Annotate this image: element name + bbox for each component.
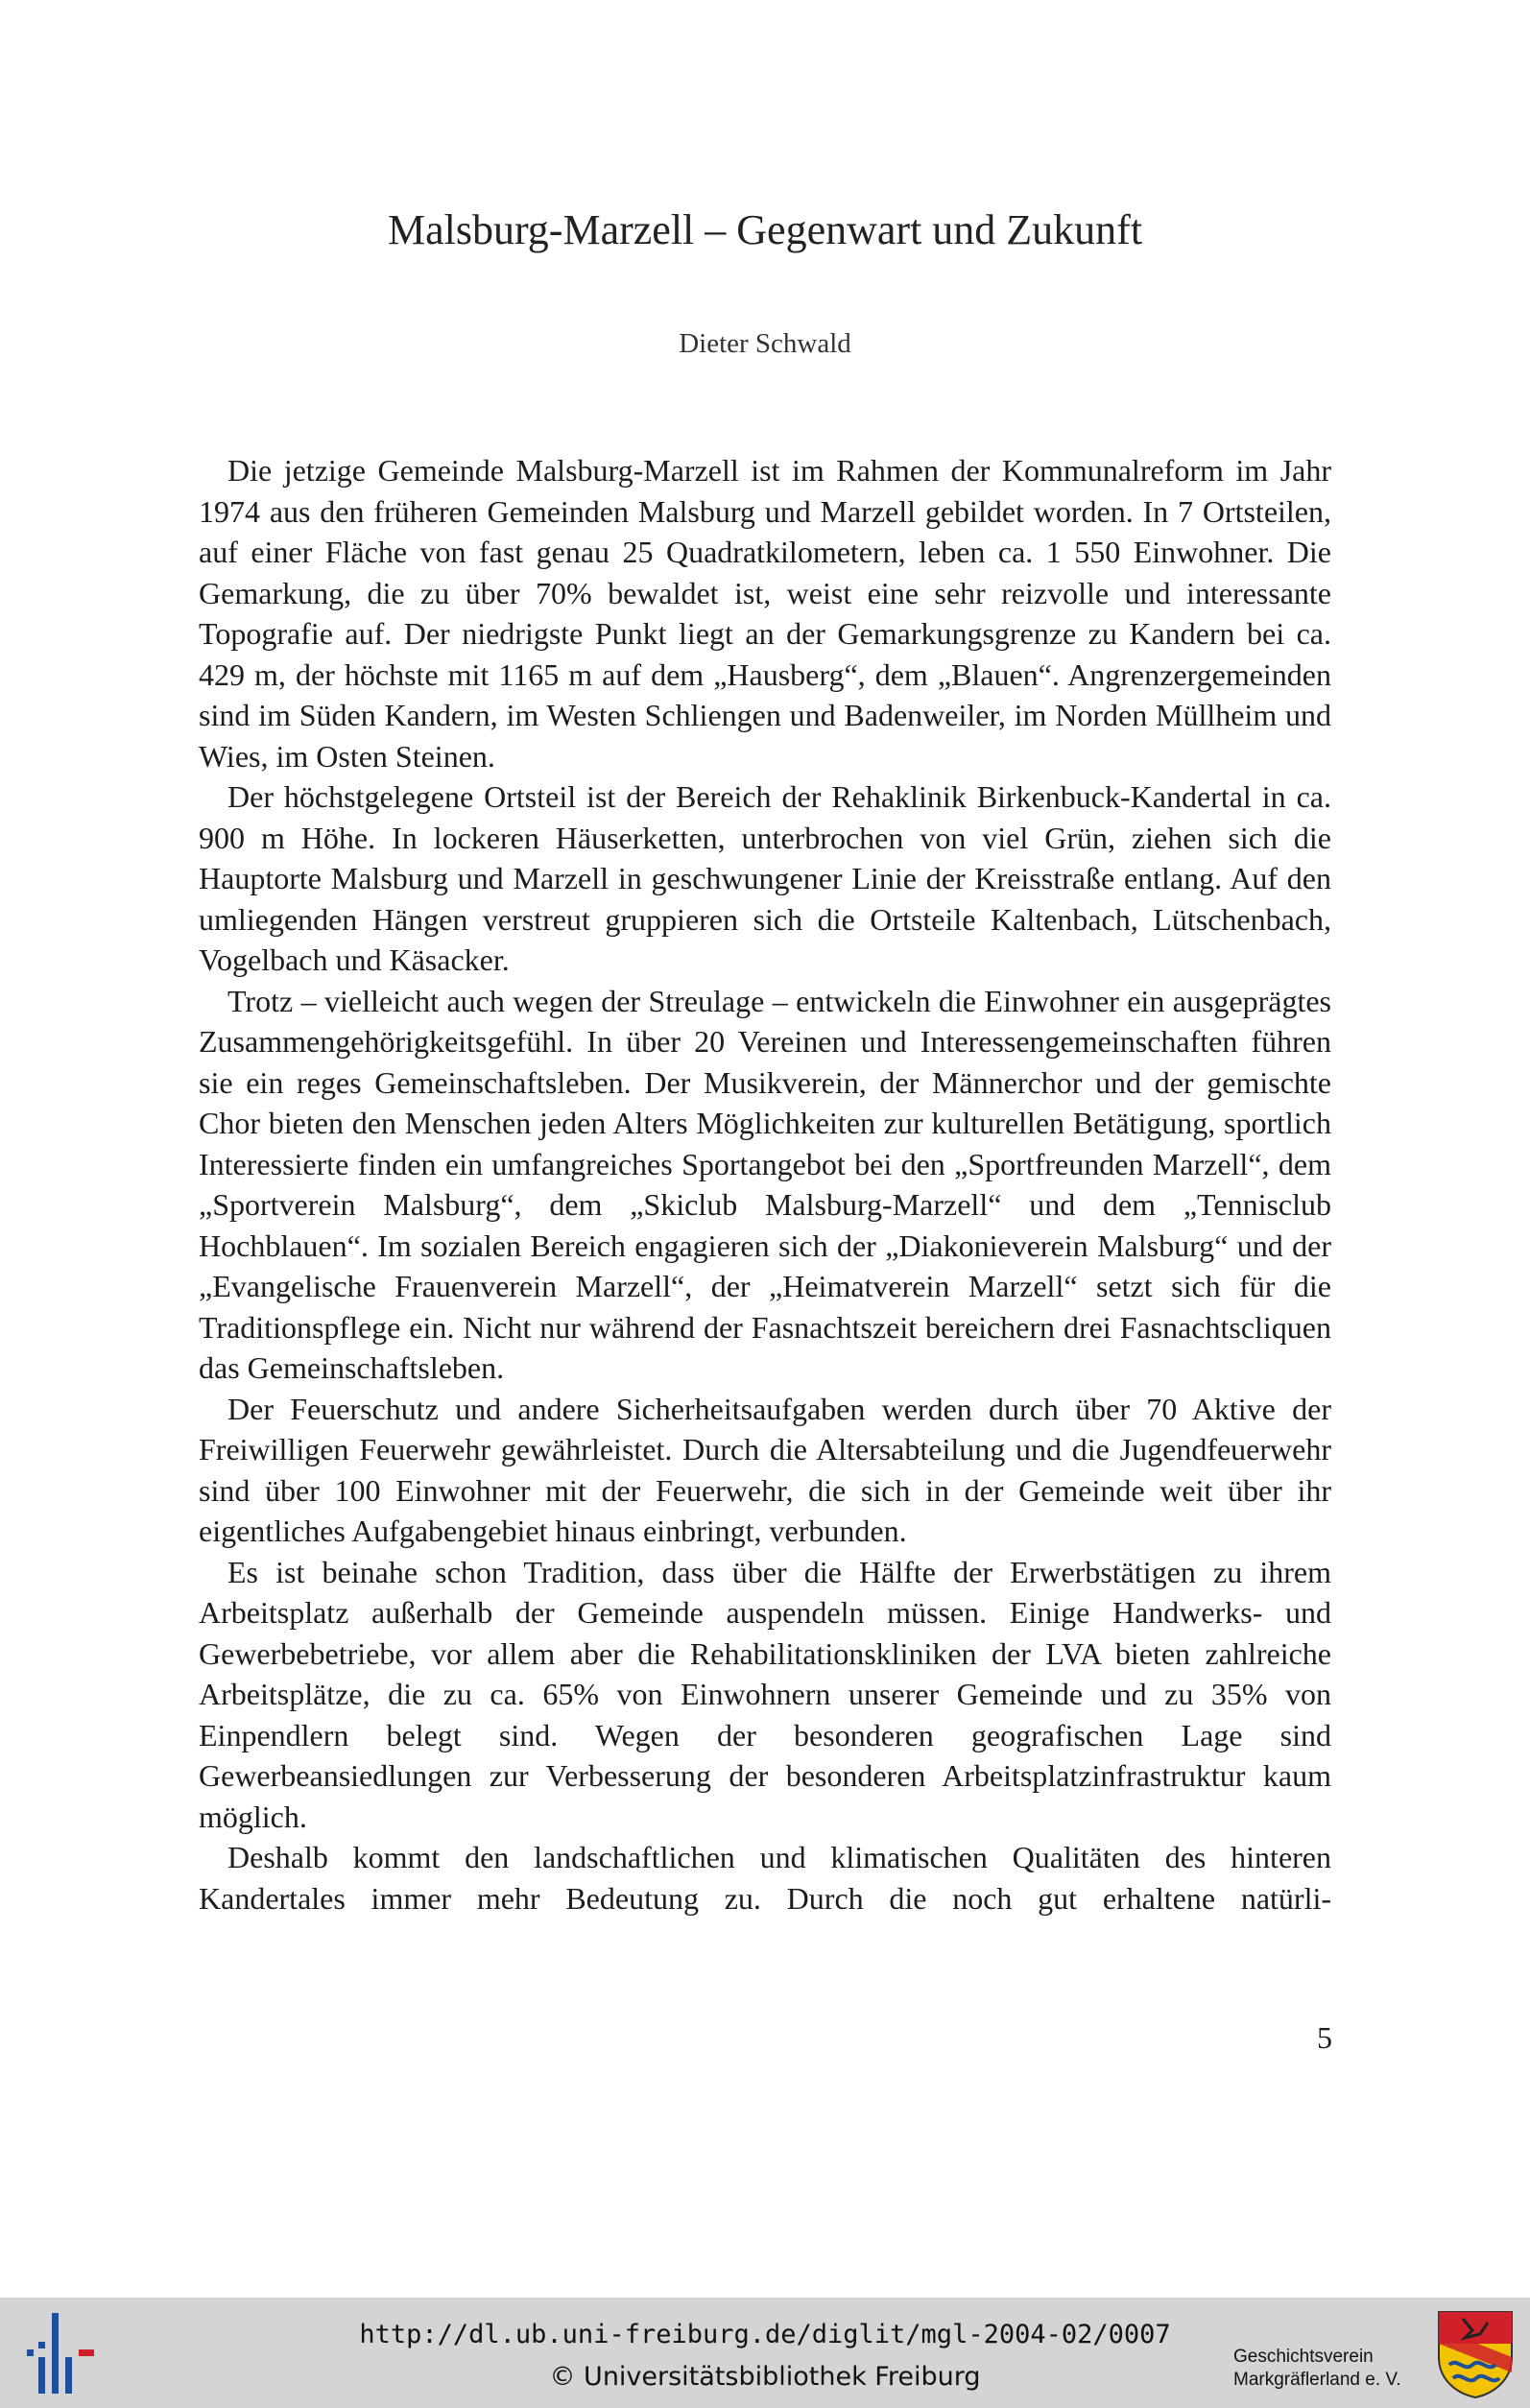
paragraph-6: Deshalb kommt den landschaftlichen und klimatischen Qualitäten des hinteren Kandertales immer mehr Bedeutung zu. Durch die noch gut erhaltene natürli- (199, 1840, 1331, 1916)
paragraph-1: Die jetzige Gemeinde Malsburg-Marzell ist im Rahmen der Kommunalreform im Jahr 1974 aus den früheren Gemeinden Malsburg und Marzell gebildet worden. In 7 Ortsteilen, auf einer Fläche von fast genau 25 Quadratkilometern, leben ca. 1 550 Einwohner. Die Gemarkung, die zu über 70% bewaldet ist, weist eine sehr reizvolle und interessante Topografie auf. Der niedrigste Punkt liegt an der Gemarkungsgrenze zu Kandern bei ca. 429 m, der höchste mit 1165 m auf dem „Hausberg“, dem „Blauen“. Angrenzergemeinden sind im Süden Kandern, im Westen Schliengen und Badenweiler, im Norden Müllheim und Wies, im Osten Steinen. (199, 453, 1331, 774)
paragraph-4: Der Feuerschutz und andere Sicherheitsaufgaben werden durch über 70 Aktive der Freiwilligen Feuerwehr gewährleistet. Durch die Altersabteilung und die Jugendfeuerwehr sind über 100 Einwohner mit der Feuerwehr, die sich in der Gemeinde weit über ihr eigentliches Aufgabengebiet hinaus einbringt, verbunden. (199, 1391, 1331, 1548)
footer-url-link[interactable]: http://dl.ub.uni-freiburg.de/diglit/mgl-2004-02/0007 (359, 2320, 1171, 2349)
footer-copyright: © Universitätsbibliothek Freiburg (549, 2362, 981, 2392)
society-name (1233, 2346, 1425, 2392)
paragraph-2: Der höchstgelegene Ortsteil ist der Bereich der Rehaklinik Birkenbuck-Kandertal in ca. 900 m Höhe. In lockeren Häuserketten, unterbrochen von viel Grün, ziehen sich die Hauptorte Malsburg und Marzell in geschwungener Linie der Kreisstraße entlang. Auf den umliegenden Hängen verstreut gruppieren sich die Ortsteile Kaltenbach, Lütschenbach, Vogelbach und Käsacker. (199, 779, 1331, 977)
article-author: Dieter Schwald (679, 328, 851, 359)
society-name-line2: Markgräflerland e. V. (1233, 2370, 1401, 2390)
coat-of-arms-icon (1436, 2309, 1515, 2399)
paragraph-5: Es ist beinahe schon Tradition, dass über die Hälfte der Erwerbstätigen zu ihrem Arbeitsplatz außerhalb der Gemeinde auspendeln müssen. Einige Handwerks- und Gewerbebetriebe, vor allem aber die Rehabilitationskliniken der LVA bieten zahlreiche Arbeitsplätze, die zu ca. 65% von Einwohnern unserer Gemeinde und zu 35% von Einpendlern belegt sind. Wegen der besonderen geografischen Lage sind Gewerbeansiedlungen zur Verbesserung der besonderen Arbeitsplatzinfrastruktur kaum möglich. (199, 1554, 1331, 1834)
article-body (199, 450, 1331, 1919)
page-number: 5 (1317, 2020, 1332, 2055)
society-name-line1: Geschichtsverein (1233, 2347, 1374, 2367)
footer-bar (0, 2298, 1530, 2408)
article-title: Malsburg-Marzell – Gegenwart und Zukunft (387, 206, 1143, 253)
paragraph-3: Trotz – vielleicht auch wegen der Streulage – entwickeln die Einwohner ein ausgeprägtes Zusammengehörigkeitsgefühl. In über 20 Vereinen und Interessengemeinschaften führen sie ein reges Gemeinschaftsleben. Der Musikverein, der Männerchor und der gemischte Chor bieten den Menschen jeden Alters Möglichkeiten zur kulturellen Betätigung, sportlich Interessierte finden ein umfangreiches Sportangebot bei den „Sportfreunden Marzell“, dem „Sportverein Malsburg“, dem „Skiclub Malsburg-Marzell“ und dem „Tennisclub Hochblauen“. Im sozialen Bereich engagieren sich der „Diakonieverein Malsburg“ und der „Evangelische Frauenverein Marzell“, der „Heimatverein Marzell“ setzt sich für die Traditionspflege ein. Nicht nur während der Fasnachtszeit bereichern drei Fasnachtscliquen das Gemeinschaftsleben. (199, 983, 1331, 1385)
